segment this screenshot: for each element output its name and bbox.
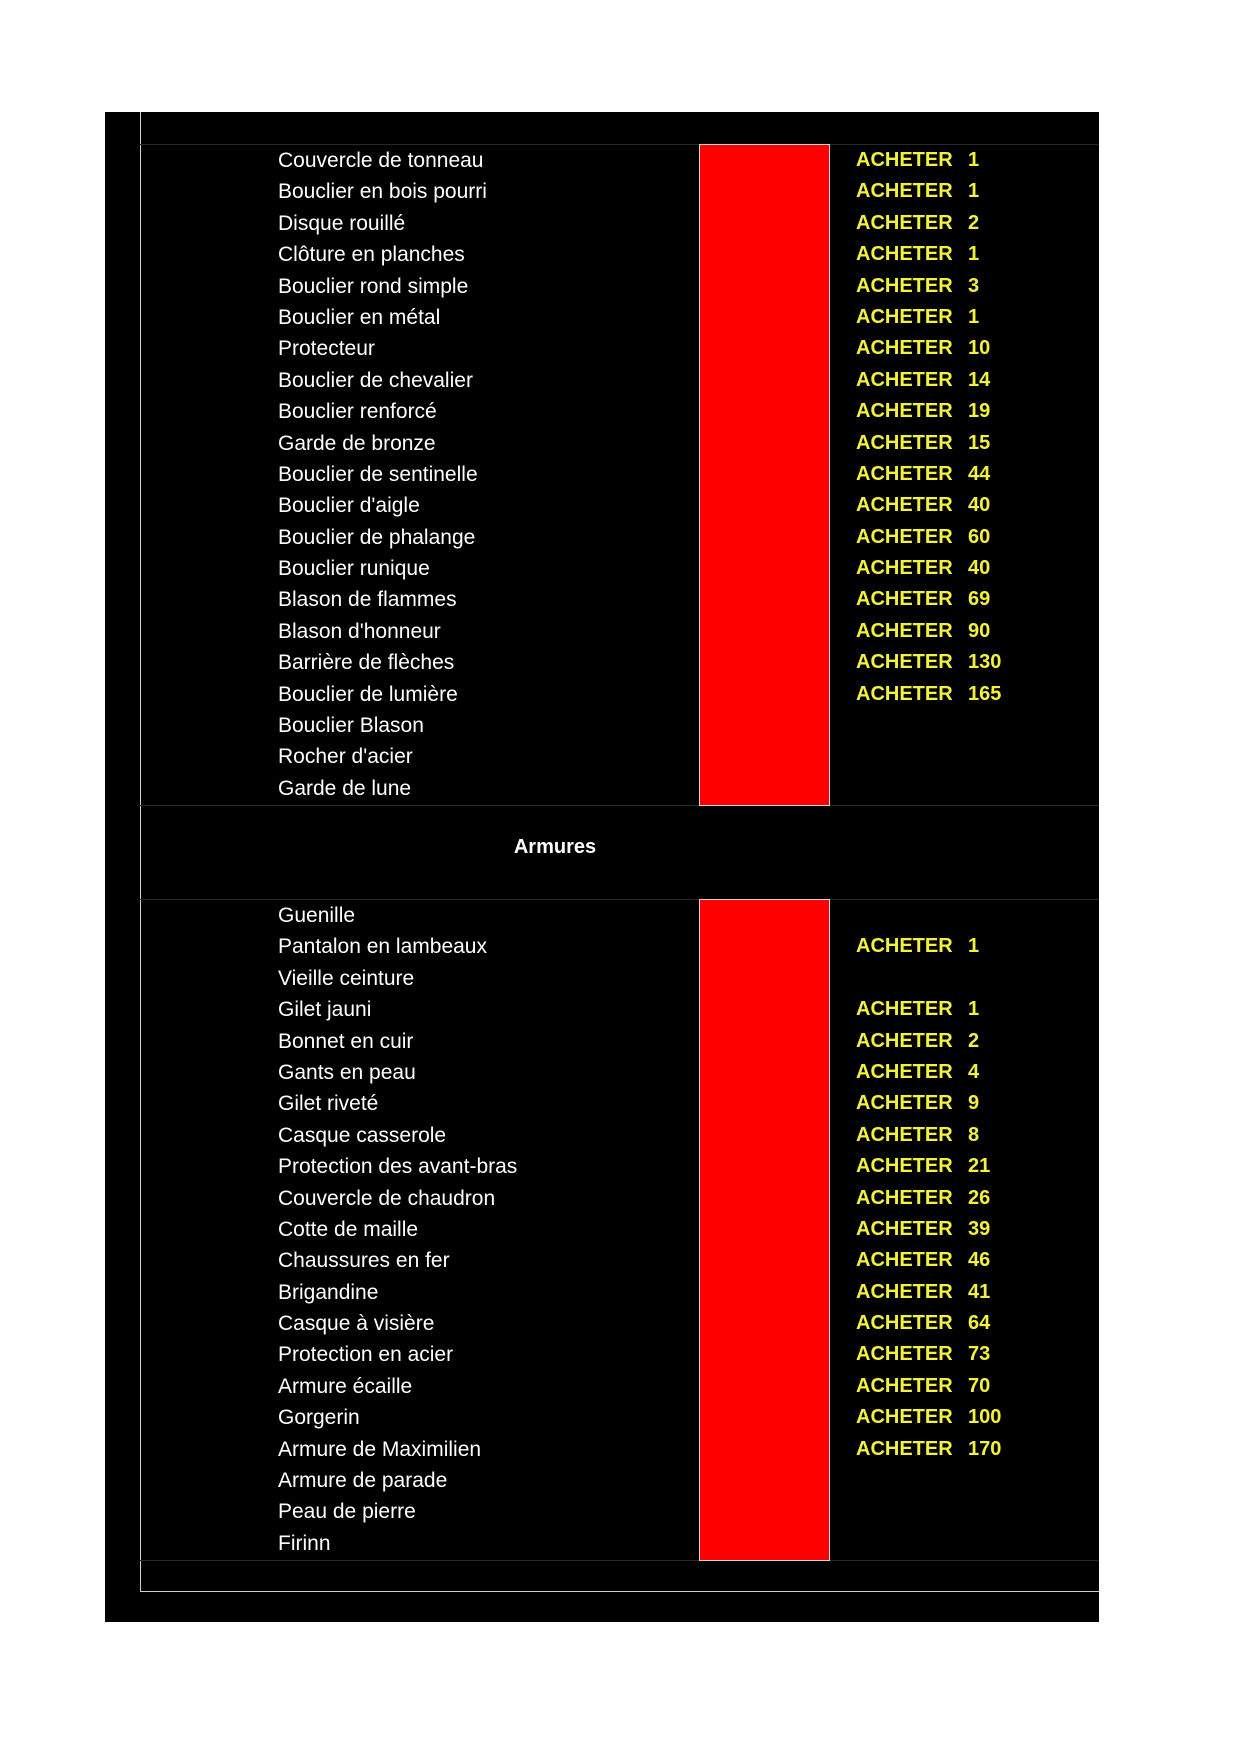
buy-button[interactable]: ACHETER bbox=[856, 431, 953, 454]
buy-button[interactable]: ACHETER bbox=[856, 400, 953, 423]
item-name: Bouclier Blason bbox=[278, 714, 424, 738]
item-price: 100 bbox=[968, 1406, 1002, 1429]
item-name: Bouclier rond simple bbox=[278, 274, 469, 298]
item-name: Protection en acier bbox=[278, 1343, 454, 1367]
item-price: 21 bbox=[968, 1155, 991, 1178]
buy-button[interactable]: ACHETER bbox=[856, 305, 953, 328]
buy-button[interactable]: ACHETER bbox=[856, 462, 953, 485]
shop-item-row bbox=[278, 1183, 1099, 1214]
buy-button[interactable]: ACHETER bbox=[856, 619, 953, 642]
shield-list bbox=[278, 145, 1099, 804]
shop-item-row bbox=[278, 302, 1099, 333]
item-name: Gorgerin bbox=[278, 1406, 360, 1430]
item-price: 46 bbox=[968, 1249, 991, 1272]
item-name: Garde de lune bbox=[278, 776, 412, 800]
buy-button[interactable]: ACHETER bbox=[856, 243, 953, 266]
shop-item-row bbox=[278, 459, 1099, 490]
shop-item-row bbox=[278, 1277, 1099, 1308]
shop-item-row bbox=[278, 239, 1099, 270]
item-price: 1 bbox=[968, 149, 980, 171]
item-name: Clôture en planches bbox=[278, 243, 465, 267]
item-name: Armure de Maximilien bbox=[278, 1437, 482, 1461]
shop-item-row bbox=[278, 365, 1099, 396]
item-name: Bouclier de chevalier bbox=[278, 368, 473, 392]
sheet-bottom-border bbox=[140, 1591, 1099, 1592]
buy-button[interactable]: ACHETER bbox=[856, 1406, 953, 1429]
buy-button[interactable]: ACHETER bbox=[856, 998, 953, 1021]
item-price: 15 bbox=[968, 431, 991, 454]
buy-button[interactable]: ACHETER bbox=[856, 1029, 953, 1052]
shop-item-row bbox=[278, 1465, 1099, 1496]
item-name: Armure écaille bbox=[278, 1374, 413, 1398]
buy-button[interactable]: ACHETER bbox=[856, 180, 953, 203]
item-price: 2 bbox=[968, 1029, 980, 1052]
shop-item-row bbox=[278, 994, 1099, 1025]
shop-item-row bbox=[278, 1245, 1099, 1276]
item-name: Couvercle de tonneau bbox=[278, 149, 484, 172]
item-name: Armure de parade bbox=[278, 1469, 448, 1493]
item-name: Bouclier d'aigle bbox=[278, 494, 420, 518]
shop-item-row bbox=[278, 931, 1099, 962]
item-price: 44 bbox=[968, 462, 991, 485]
item-price: 69 bbox=[968, 588, 991, 611]
shop-item-row bbox=[278, 553, 1099, 584]
item-name: Bouclier en métal bbox=[278, 305, 441, 329]
row-divider bbox=[140, 1560, 1099, 1561]
item-name: Gilet jauni bbox=[278, 998, 372, 1022]
shop-item-row bbox=[278, 490, 1099, 521]
shop-item-row bbox=[278, 176, 1099, 207]
buy-button[interactable]: ACHETER bbox=[856, 1060, 953, 1083]
shop-item-row bbox=[278, 333, 1099, 364]
item-name: Bouclier de phalange bbox=[278, 525, 476, 549]
buy-button[interactable]: ACHETER bbox=[856, 494, 953, 517]
item-name: Bouclier de lumière bbox=[278, 682, 458, 706]
item-name: Blason d'honneur bbox=[278, 619, 441, 643]
item-price: 14 bbox=[968, 368, 991, 391]
item-price: 19 bbox=[968, 400, 991, 423]
item-price: 1 bbox=[968, 305, 980, 328]
armor-section-title: Armures bbox=[513, 836, 597, 858]
item-price: 1 bbox=[968, 998, 980, 1021]
item-name: Bouclier de sentinelle bbox=[278, 462, 478, 486]
buy-button[interactable]: ACHETER bbox=[856, 1312, 953, 1335]
shop-item-row bbox=[278, 1026, 1099, 1057]
item-name: Casque à visière bbox=[278, 1312, 435, 1336]
item-price: 3 bbox=[968, 274, 980, 297]
shop-item-row bbox=[278, 396, 1099, 427]
item-price: 70 bbox=[968, 1374, 991, 1397]
buy-button[interactable]: ACHETER bbox=[856, 149, 953, 171]
shop-item-row bbox=[278, 1371, 1099, 1402]
buy-button[interactable]: ACHETER bbox=[856, 368, 953, 391]
shop-item-row bbox=[278, 1088, 1099, 1119]
item-name: Blason de flammes bbox=[278, 588, 457, 612]
armor-list bbox=[278, 900, 1099, 1559]
item-name: Cotte de maille bbox=[278, 1217, 419, 1241]
item-price: 1 bbox=[968, 180, 980, 203]
buy-button[interactable]: ACHETER bbox=[856, 1343, 953, 1366]
shop-item-row bbox=[278, 710, 1099, 741]
item-price: 1 bbox=[968, 243, 980, 266]
row-divider bbox=[140, 805, 1099, 806]
buy-button[interactable]: ACHETER bbox=[856, 1280, 953, 1303]
buy-button[interactable]: ACHETER bbox=[856, 682, 953, 705]
item-name: Gilet riveté bbox=[278, 1092, 379, 1116]
shop-item-row bbox=[278, 616, 1099, 647]
shop-item-row bbox=[278, 1339, 1099, 1370]
buy-button[interactable]: ACHETER bbox=[856, 1374, 953, 1397]
shop-item-row bbox=[278, 1120, 1099, 1151]
shop-item-row bbox=[278, 1308, 1099, 1339]
item-price: 40 bbox=[968, 557, 991, 580]
item-name: Barrière de flèches bbox=[278, 651, 455, 675]
shop-item-row bbox=[278, 1402, 1099, 1433]
item-price: 165 bbox=[968, 682, 1002, 705]
item-name: Garde de bronze bbox=[278, 431, 436, 455]
shop-item-row bbox=[278, 963, 1099, 994]
item-price: 90 bbox=[968, 619, 991, 642]
buy-button[interactable]: ACHETER bbox=[856, 935, 953, 958]
item-name: Bouclier en bois pourri bbox=[278, 180, 487, 204]
item-price: 130 bbox=[968, 651, 1002, 674]
shop-item-row bbox=[278, 428, 1099, 459]
shop-item-row bbox=[278, 1057, 1099, 1088]
shop-item-row bbox=[278, 145, 1099, 176]
item-name: Bouclier runique bbox=[278, 557, 430, 581]
item-name: Bouclier renforcé bbox=[278, 400, 437, 424]
buy-button[interactable]: ACHETER bbox=[856, 525, 953, 548]
shop-item-row bbox=[278, 679, 1099, 710]
buy-button[interactable]: ACHETER bbox=[856, 274, 953, 297]
item-price: 1 bbox=[968, 935, 980, 958]
buy-button[interactable]: ACHETER bbox=[856, 557, 953, 580]
buy-button[interactable]: ACHETER bbox=[856, 651, 953, 674]
item-price: 9 bbox=[968, 1092, 980, 1115]
item-name: Firinn bbox=[278, 1531, 331, 1555]
item-name: Rocher d'acier bbox=[278, 745, 413, 769]
item-name: Vieille ceinture bbox=[278, 966, 415, 990]
item-price: 26 bbox=[968, 1186, 991, 1209]
item-price: 4 bbox=[968, 1060, 980, 1083]
buy-button[interactable]: ACHETER bbox=[856, 211, 953, 234]
item-price: 41 bbox=[968, 1280, 991, 1303]
shop-item-row bbox=[278, 741, 1099, 772]
item-name: Disque rouillé bbox=[278, 211, 406, 235]
item-price: 170 bbox=[968, 1437, 1002, 1460]
item-name: Peau de pierre bbox=[278, 1500, 416, 1524]
buy-button[interactable]: ACHETER bbox=[856, 1092, 953, 1115]
item-name: Protection des avant-bras bbox=[278, 1155, 518, 1179]
buy-button[interactable]: ACHETER bbox=[856, 1155, 953, 1178]
shop-item-row bbox=[278, 1214, 1099, 1245]
item-name: Guenille bbox=[278, 904, 356, 927]
buy-button[interactable]: ACHETER bbox=[856, 1123, 953, 1146]
item-name: Brigandine bbox=[278, 1280, 379, 1304]
item-name: Pantalon en lambeaux bbox=[278, 935, 487, 959]
item-price: 73 bbox=[968, 1343, 991, 1366]
item-price: 8 bbox=[968, 1123, 980, 1146]
item-name: Couvercle de chaudron bbox=[278, 1186, 496, 1210]
item-price: 40 bbox=[968, 494, 991, 517]
item-name: Bonnet en cuir bbox=[278, 1029, 414, 1053]
shop-item-row bbox=[278, 271, 1099, 302]
item-name: Gants en peau bbox=[278, 1060, 416, 1084]
shop-item-row bbox=[278, 773, 1099, 804]
shop-item-row bbox=[278, 1496, 1099, 1527]
item-name: Protecteur bbox=[278, 337, 375, 361]
shop-item-row bbox=[278, 1434, 1099, 1465]
buy-button[interactable]: ACHETER bbox=[856, 1249, 953, 1272]
item-price: 60 bbox=[968, 525, 991, 548]
item-price: 39 bbox=[968, 1217, 991, 1240]
shop-item-row bbox=[278, 900, 1099, 931]
buy-button[interactable]: ACHETER bbox=[856, 588, 953, 611]
item-price: 64 bbox=[968, 1312, 991, 1335]
shop-item-row bbox=[278, 208, 1099, 239]
item-price: 10 bbox=[968, 337, 991, 360]
shop-item-row bbox=[278, 1151, 1099, 1182]
buy-button[interactable]: ACHETER bbox=[856, 1217, 953, 1240]
shop-item-row bbox=[278, 584, 1099, 615]
shop-item-row bbox=[278, 647, 1099, 678]
item-name: Chaussures en fer bbox=[278, 1249, 450, 1273]
buy-button[interactable]: ACHETER bbox=[856, 1186, 953, 1209]
item-price: 2 bbox=[968, 211, 980, 234]
shop-item-row bbox=[278, 522, 1099, 553]
buy-button[interactable]: ACHETER bbox=[856, 1437, 953, 1460]
item-name: Casque casserole bbox=[278, 1123, 447, 1147]
buy-button[interactable]: ACHETER bbox=[856, 337, 953, 360]
shop-item-row bbox=[278, 1528, 1099, 1559]
